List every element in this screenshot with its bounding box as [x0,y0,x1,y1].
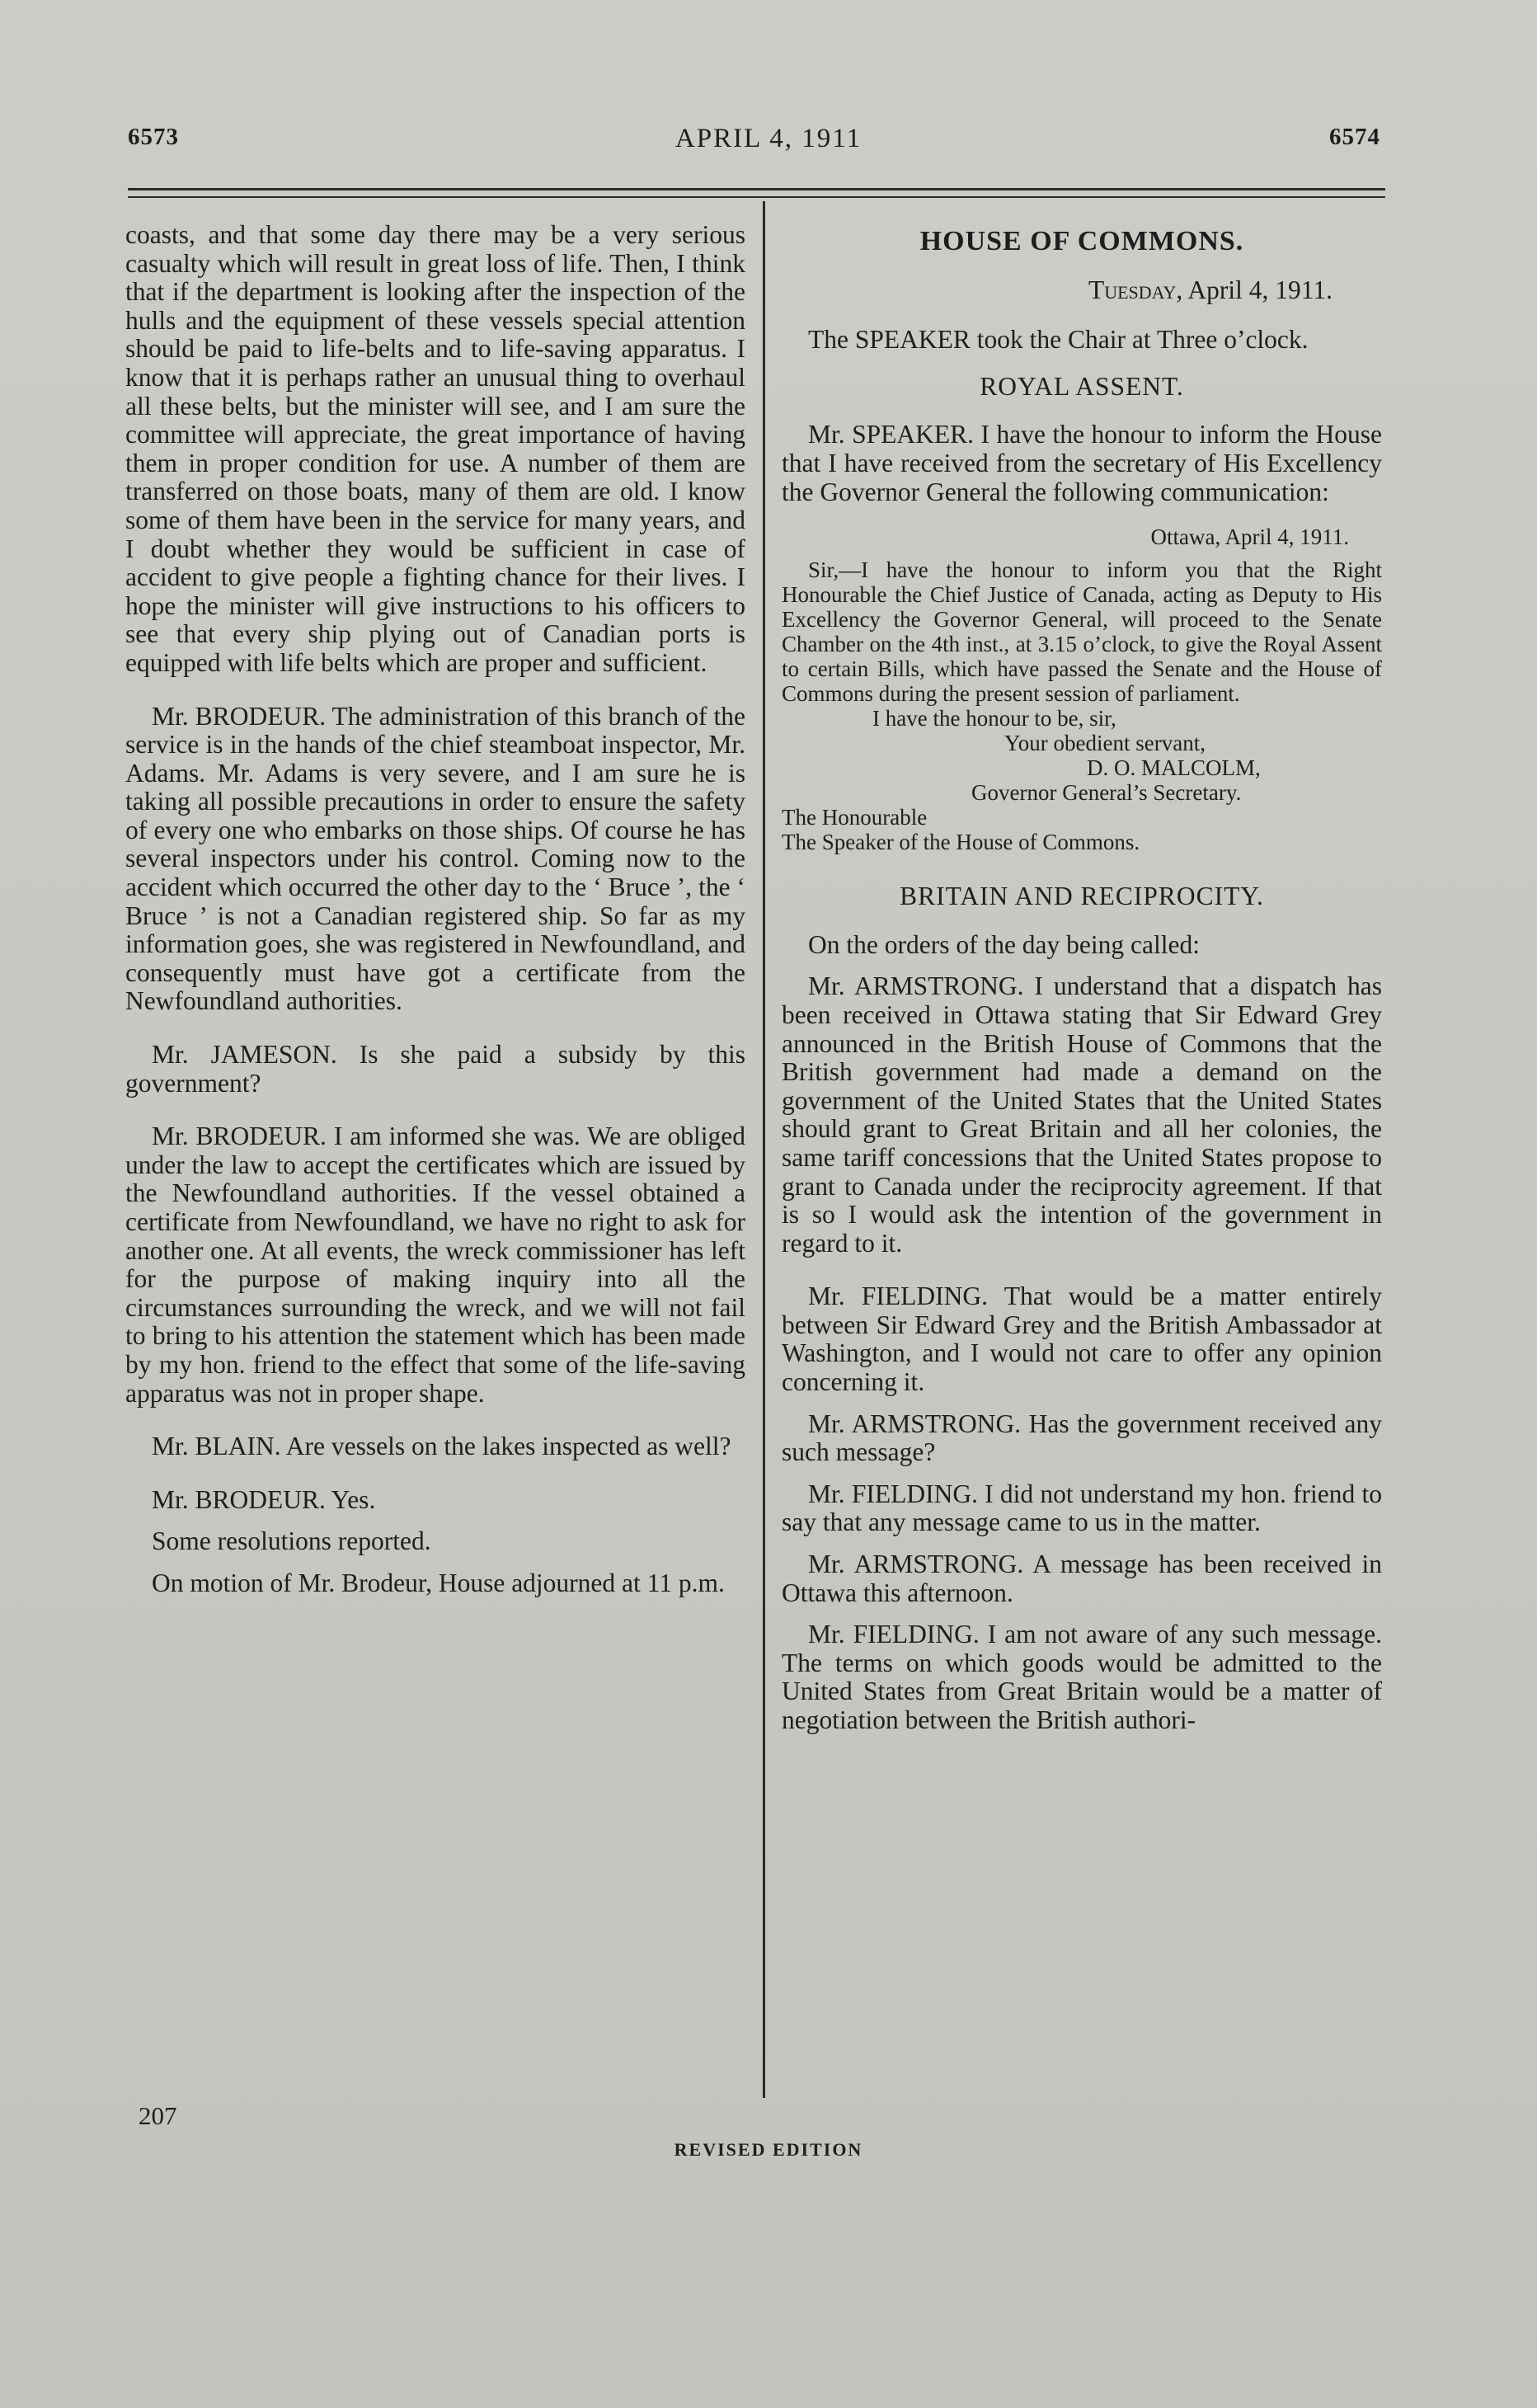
paragraph-brodeur-yes: Mr. BRODEUR. Yes. [152,1484,376,1514]
paragraph-continuation: coasts, and that some day there may be a very serious casualty which will result in great loss of life. Then, I think that if the department is looking after the inspection of the hulls and the equipment of these vessels special attention should be paid to life-belts and to life-saving apparatus. I know that it is perhaps rather an unusual thing to overhaul all these belts, but the minister will see, and I am sure the committee will appreciate, the great importance of having them in proper condition for use. A number of them are transferred on those boats, many of them are old. I know some of them have been in the service for many years, and I doubt whether they would be sufficient in case of accident to give people a fighting chance for their lives. I hope the minister will give instructions to his officers to see that every ship plying out of Canadian ports is equipped with life belts which are proper and sufficient. [125,220,745,677]
letter-body: Sir,—I have the honour to inform you that the Right Honourable the Chief Justice of Canada, acting as Deputy to His Excellency the Governor General, will proceed to the Senate Chamber on the 4th inst., at 3.15 o’clock, to give the Royal Assent to certain Bills, which have passed the Senate and the House of Commons during the present session of parliament. [782,557,1382,707]
header-rule [128,188,1385,190]
folio-number: 207 [139,2101,177,2130]
heading-britain-reciprocity: BRITAIN AND RECIPROCITY. [900,882,1264,911]
edition-footer: REVISED EDITION [674,2139,863,2160]
paragraph-armstrong-message: Mr. ARMSTRONG. Has the government received any such message? [782,1409,1382,1467]
sitting-date [782,276,1382,305]
paragraph-brodeur-administration: Mr. BRODEUR. The administration of this branch of the service is in the hands of the chief steamboat inspector, Mr. Adams. Mr. Adams is very severe, and I am sure he is taking all possible precautions in order to ensure the safety of every one who embarks on those ships. Of course he has several inspectors under his control. Coming now to the accident which occurred the other day to the ‘ Bruce ’, the ‘ Bruce ’ is not a Canadian registered ship. So far as my information goes, she was registered in Newfoundland, and consequently must have got a certificate from the Newfoundland authorities. [125,701,745,1016]
paragraph-resolutions: Some resolutions reported. [152,1526,431,1556]
header-right-page-number: 6574 [1329,124,1380,150]
header-left-page-number: 6573 [128,124,179,150]
paragraph-fielding-matter: Mr. FIELDING. That would be a matter entirely between Sir Edward Grey and the British Ambassador at Washington, and I would not care to offer any opinion concerning it. [782,1282,1382,1397]
paragraph-blain-question: Mr. BLAIN. Are vessels on the lakes inspected as well? [152,1432,731,1461]
paragraph-jameson-question: Mr. JAMESON. Is she paid a subsidy by this government? [125,1040,745,1098]
paragraph-adjournment: On motion of Mr. Brodeur, House adjourned at 11 p.m. [152,1568,725,1597]
letter-closing-2: Your obedient servant, [1004,731,1206,756]
right-column [782,221,1382,1735]
letter-signatory-title: Governor General’s Secretary. [971,780,1242,806]
paragraph-armstrong-received: Mr. ARMSTRONG. A message has been received in Ottawa this afternoon. [782,1550,1382,1607]
paragraph-orders-of-day: On the orders of the day being called: [808,929,1200,959]
letter-addressee-1: The Honourable [782,805,928,830]
heading-royal-assent: ROYAL ASSENT. [980,371,1184,401]
paragraph-speaker-statement: Mr. SPEAKER. I have the honour to inform the House that I have received from the secretary of His Excellency the Governor General the following communication: [782,420,1382,506]
letter-addressee-2: The Speaker of the House of Commons. [782,830,1140,855]
letter-signature: D. O. MALCOLM, [1087,755,1261,781]
sitting-day: Tuesday, [1088,275,1183,304]
paragraph-speaker-chair: The SPEAKER took the Chair at Three o’clock. [808,325,1309,355]
letter-block [782,524,1382,854]
paragraph-fielding-not-aware: Mr. FIELDING. I am not aware of any such message. The terms on which goods would be admitted to the United States from Great Britain would be a matter of negotiation between the British authori- [782,1620,1382,1734]
paragraph-brodeur-informed: Mr. BRODEUR. I am informed she was. We are obliged under the law to accept the certificates which are issued by the Newfoundland authorities. If the vessel obtained a certificate from Newfoundland, we have no right to ask for another one. At all events, the wreck commissioner has left for the purpose of making inquiry into all the circumstances surrounding the wreck, and we will not fail to bring to his attention the statement which has been made by my hon. friend to the effect that some of the life-saving apparatus was not in proper shape. [125,1122,745,1408]
house-of-commons-title: HOUSE OF COMMONS. [919,226,1244,256]
letter-date: Ottawa, April 4, 1911. [1150,524,1349,550]
letter-closing-1: I have the honour to be, sir, [872,706,1116,731]
sitting-date-text: April 4, 1911. [1187,275,1333,304]
header-date: APRIL 4, 1911 [674,124,863,153]
header-rule-secondary [128,196,1385,198]
left-column [125,221,745,1598]
paragraph-fielding-understand: Mr. FIELDING. I did not understand my hon. friend to say that any message came to us in the matter. [782,1479,1382,1537]
column-divider [763,201,765,2098]
paragraph-armstrong-dispatch: Mr. ARMSTRONG. I understand that a dispatch has been received in Ottawa stating that Sir Edward Grey announced in the British House of Commons that the British government had made a demand on the government of the United States that the United States should grant to Great Britain and all her colonies, the same tariff concessions that the United States propose to grant to Canada under the reciprocity agreement. If that is so I would ask the intention of the government in regard to it. [782,971,1382,1258]
